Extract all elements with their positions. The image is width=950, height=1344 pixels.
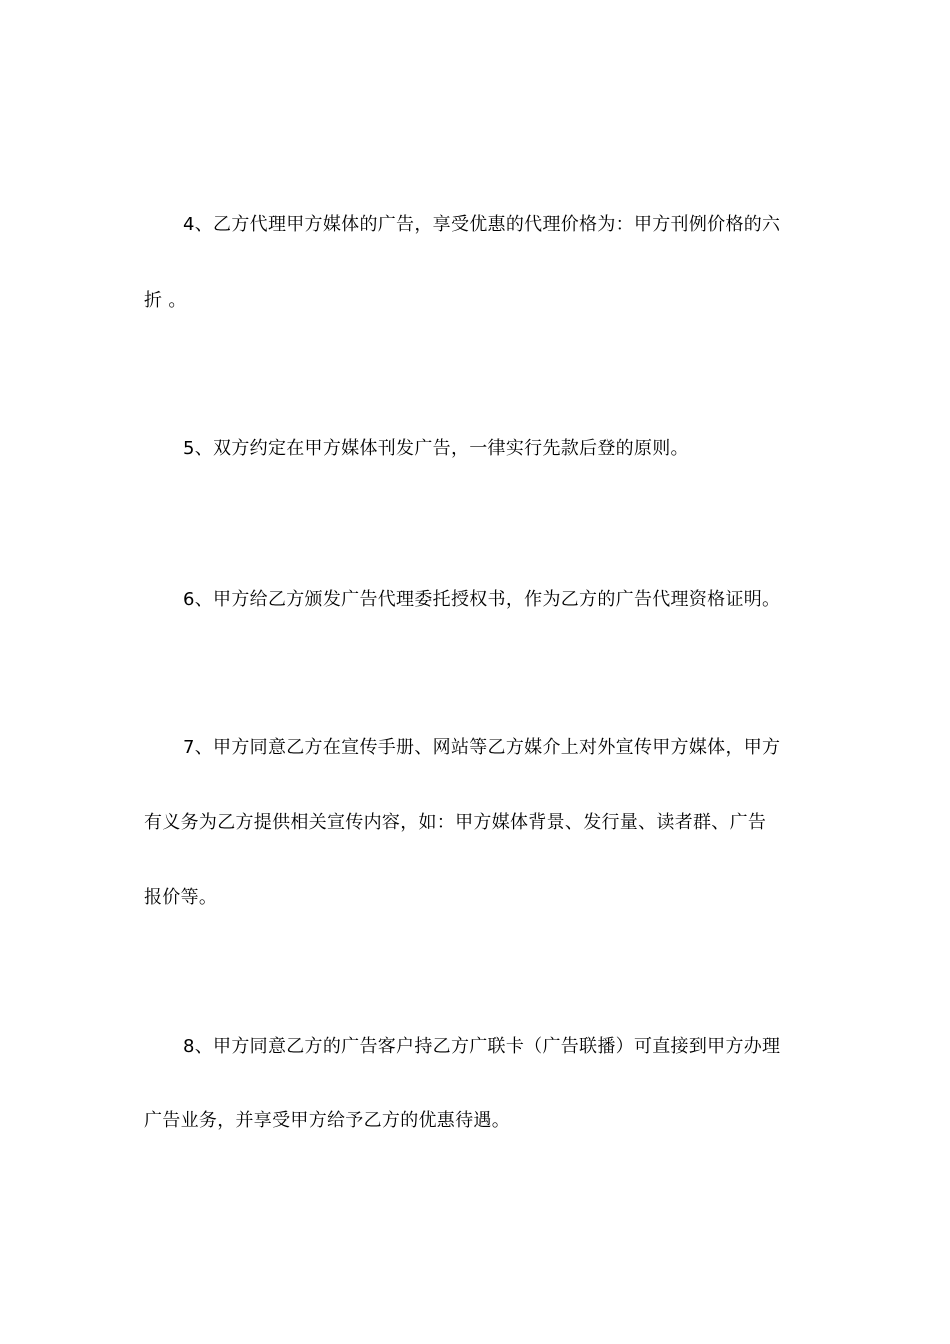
clause-8-line-2: 广告业务，并享受甲方给予乙方的优惠待遇。 xyxy=(144,1110,510,1131)
clause-7-line-1: 7、甲方同意乙方在宣传手册、网站等乙方媒介上对外宣传甲方媒体，甲方 xyxy=(183,737,781,758)
clause-6-line-1: 6、甲方给乙方颁发广告代理委托授权书，作为乙方的广告代理资格证明。 xyxy=(183,589,781,610)
clause-7-line-3: 报价等。 xyxy=(144,887,218,908)
clause-5-line-1: 5、双方约定在甲方媒体刊发广告，一律实行先款后登的原则。 xyxy=(183,438,689,459)
clause-7-line-2: 有义务为乙方提供相关宣传内容，如：甲方媒体背景、发行量、读者群、广告 xyxy=(144,812,767,833)
clause-4-line-2: 折 。 xyxy=(144,290,187,311)
clause-8-line-1: 8、甲方同意乙方的广告客户持乙方广联卡（广告联播）可直接到甲方办理 xyxy=(183,1036,781,1057)
clause-4-line-1: 4、乙方代理甲方媒体的广告，享受优惠的代理价格为：甲方刊例价格的六 xyxy=(183,214,781,235)
